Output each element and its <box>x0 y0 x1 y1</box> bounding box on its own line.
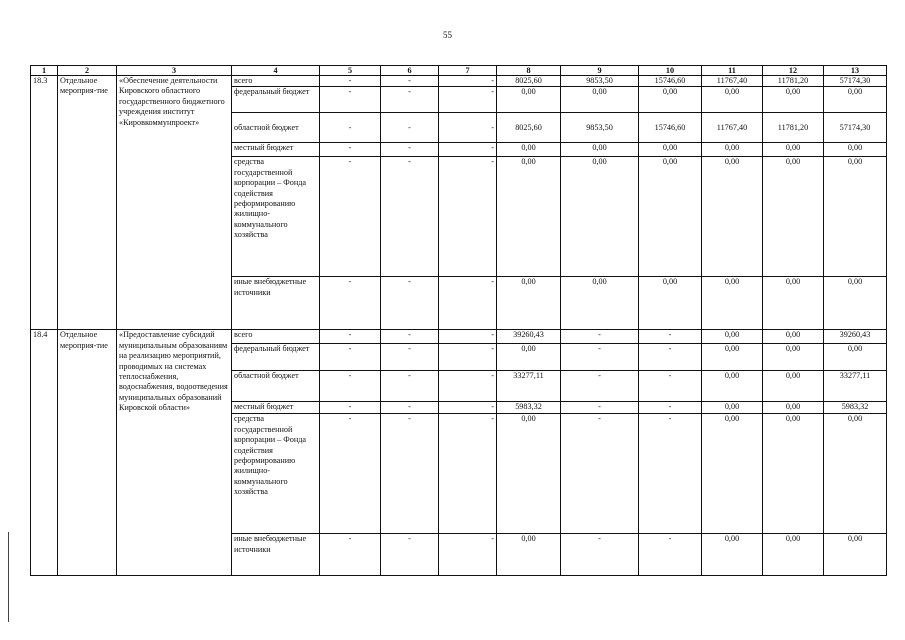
value-cell: 0,00 <box>702 534 763 576</box>
value-cell: - <box>381 87 439 113</box>
header-cell: 1 <box>31 66 58 76</box>
value-cell: 57174,30 <box>824 113 887 143</box>
funding-source: местный бюджет <box>232 402 320 414</box>
value-cell: 8025,60 <box>497 76 561 87</box>
value-cell: 0,00 <box>561 143 639 157</box>
funding-source: иные внебюджетные источники <box>232 534 320 576</box>
row-index: 18.3 <box>31 76 58 330</box>
activity-name: «Предоставление субсидий муниципальным образованиям на реализацию мероприятий, проводимых на системах теплоснабжения, водоснабжения, водоотведения муниципальных образований Кировской области» <box>117 330 232 576</box>
value-cell: 0,00 <box>763 534 824 576</box>
value-cell: - <box>439 330 497 344</box>
funding-source: федеральный бюджет <box>232 87 320 113</box>
value-cell: - <box>561 534 639 576</box>
value-cell: - <box>320 344 381 371</box>
value-cell: 0,00 <box>639 277 702 330</box>
value-cell: 0,00 <box>497 414 561 534</box>
header-cell: 12 <box>763 66 824 76</box>
header-cell: 9 <box>561 66 639 76</box>
value-cell: - <box>381 76 439 87</box>
value-cell: 0,00 <box>702 414 763 534</box>
value-cell: 5983,32 <box>497 402 561 414</box>
value-cell: - <box>439 143 497 157</box>
value-cell: 0,00 <box>824 143 887 157</box>
value-cell: 0,00 <box>702 371 763 402</box>
header-cell: 4 <box>232 66 320 76</box>
value-cell: 0,00 <box>702 330 763 344</box>
value-cell: 39260,43 <box>497 330 561 344</box>
value-cell: 0,00 <box>824 157 887 277</box>
value-cell: 15746,60 <box>639 113 702 143</box>
header-cell: 8 <box>497 66 561 76</box>
value-cell: - <box>320 534 381 576</box>
value-cell: - <box>381 534 439 576</box>
value-cell: 0,00 <box>497 344 561 371</box>
funding-source: областной бюджет <box>232 113 320 143</box>
funding-source: всего <box>232 330 320 344</box>
value-cell: 11781,20 <box>763 76 824 87</box>
value-cell: 0,00 <box>824 344 887 371</box>
value-cell: - <box>320 330 381 344</box>
header-cell: 3 <box>117 66 232 76</box>
value-cell: 5983,32 <box>824 402 887 414</box>
header-cell: 6 <box>381 66 439 76</box>
value-cell: - <box>561 344 639 371</box>
table-row <box>31 330 887 344</box>
value-cell: 57174,30 <box>824 76 887 87</box>
value-cell: 0,00 <box>824 534 887 576</box>
value-cell: - <box>381 371 439 402</box>
header-cell: 7 <box>439 66 497 76</box>
value-cell: 9853,50 <box>561 113 639 143</box>
value-cell: 0,00 <box>702 344 763 371</box>
header-cell: 11 <box>702 66 763 76</box>
activity-name: «Обеспечение деятельности Кировского областного государственного бюджетного учреждения институт «Кировкоммунпроект» <box>117 76 232 330</box>
value-cell: 8025,60 <box>497 113 561 143</box>
value-cell: 0,00 <box>824 87 887 113</box>
value-cell: - <box>561 371 639 402</box>
value-cell: 11767,40 <box>702 76 763 87</box>
value-cell: - <box>639 344 702 371</box>
value-cell: 0,00 <box>639 157 702 277</box>
value-cell: - <box>381 277 439 330</box>
activity-type: Отдельное мероприя-тие <box>58 76 117 330</box>
value-cell: 0,00 <box>702 402 763 414</box>
value-cell: 0,00 <box>561 277 639 330</box>
value-cell: 0,00 <box>763 402 824 414</box>
header-row <box>31 66 887 76</box>
value-cell: 39260,43 <box>824 330 887 344</box>
value-cell: 0,00 <box>561 87 639 113</box>
funding-source: областной бюджет <box>232 371 320 402</box>
activity-type: Отдельное мероприя-тие <box>58 330 117 576</box>
value-cell: 0,00 <box>702 277 763 330</box>
value-cell: - <box>439 414 497 534</box>
financing-table <box>30 65 887 576</box>
value-cell: - <box>639 402 702 414</box>
value-cell: 0,00 <box>497 87 561 113</box>
value-cell: 11767,40 <box>702 113 763 143</box>
header-cell: 13 <box>824 66 887 76</box>
value-cell: - <box>320 157 381 277</box>
value-cell: - <box>320 414 381 534</box>
header-cell: 5 <box>320 66 381 76</box>
value-cell: - <box>439 344 497 371</box>
value-cell: 0,00 <box>763 157 824 277</box>
value-cell: 0,00 <box>763 330 824 344</box>
value-cell: 0,00 <box>639 143 702 157</box>
value-cell: 0,00 <box>702 157 763 277</box>
value-cell: - <box>320 87 381 113</box>
value-cell: 0,00 <box>497 143 561 157</box>
value-cell: - <box>439 371 497 402</box>
value-cell: - <box>439 76 497 87</box>
value-cell: 0,00 <box>763 277 824 330</box>
funding-source: местный бюджет <box>232 143 320 157</box>
page-number: 55 <box>443 30 452 40</box>
value-cell: - <box>439 113 497 143</box>
value-cell: 15746,60 <box>639 76 702 87</box>
value-cell: - <box>439 277 497 330</box>
value-cell: - <box>320 277 381 330</box>
value-cell: 0,00 <box>763 143 824 157</box>
value-cell: - <box>439 402 497 414</box>
value-cell: - <box>320 113 381 143</box>
table-row <box>31 76 887 87</box>
funding-source: средства государственной корпорации – Фонда содействия реформированию жилищно-коммунального хозяйства <box>232 157 320 277</box>
value-cell: 0,00 <box>824 277 887 330</box>
value-cell: - <box>639 414 702 534</box>
value-cell: 33277,11 <box>497 371 561 402</box>
funding-source: средства государственной корпорации – Фонда содействия реформированию жилищно-коммунального хозяйства <box>232 414 320 534</box>
value-cell: 0,00 <box>824 414 887 534</box>
value-cell: - <box>639 371 702 402</box>
value-cell: 0,00 <box>763 87 824 113</box>
value-cell: 0,00 <box>639 87 702 113</box>
value-cell: 0,00 <box>497 157 561 277</box>
value-cell: - <box>561 330 639 344</box>
value-cell: - <box>439 157 497 277</box>
value-cell: - <box>381 402 439 414</box>
header-cell: 2 <box>58 66 117 76</box>
value-cell: - <box>561 414 639 534</box>
row-index: 18.4 <box>31 330 58 576</box>
value-cell: - <box>381 344 439 371</box>
value-cell: - <box>320 76 381 87</box>
value-cell: 0,00 <box>702 87 763 113</box>
value-cell: - <box>439 87 497 113</box>
value-cell: - <box>381 157 439 277</box>
header-cell: 10 <box>639 66 702 76</box>
value-cell: 0,00 <box>763 371 824 402</box>
value-cell: - <box>381 414 439 534</box>
value-cell: - <box>439 534 497 576</box>
value-cell: - <box>639 330 702 344</box>
value-cell: - <box>639 534 702 576</box>
value-cell: - <box>381 113 439 143</box>
value-cell: - <box>561 402 639 414</box>
value-cell: 0,00 <box>497 534 561 576</box>
value-cell: - <box>320 143 381 157</box>
value-cell: - <box>381 330 439 344</box>
value-cell: - <box>381 143 439 157</box>
scan-artifact-line <box>8 532 9 622</box>
value-cell: 0,00 <box>763 344 824 371</box>
value-cell: - <box>320 402 381 414</box>
funding-source: всего <box>232 76 320 87</box>
value-cell: 9853,50 <box>561 76 639 87</box>
value-cell: - <box>320 371 381 402</box>
funding-source: иные внебюджетные источники <box>232 277 320 330</box>
value-cell: 0,00 <box>763 414 824 534</box>
value-cell: 0,00 <box>561 157 639 277</box>
value-cell: 11781,20 <box>763 113 824 143</box>
value-cell: 0,00 <box>497 277 561 330</box>
value-cell: 0,00 <box>702 143 763 157</box>
funding-source: федеральный бюджет <box>232 344 320 371</box>
value-cell: 33277,11 <box>824 371 887 402</box>
